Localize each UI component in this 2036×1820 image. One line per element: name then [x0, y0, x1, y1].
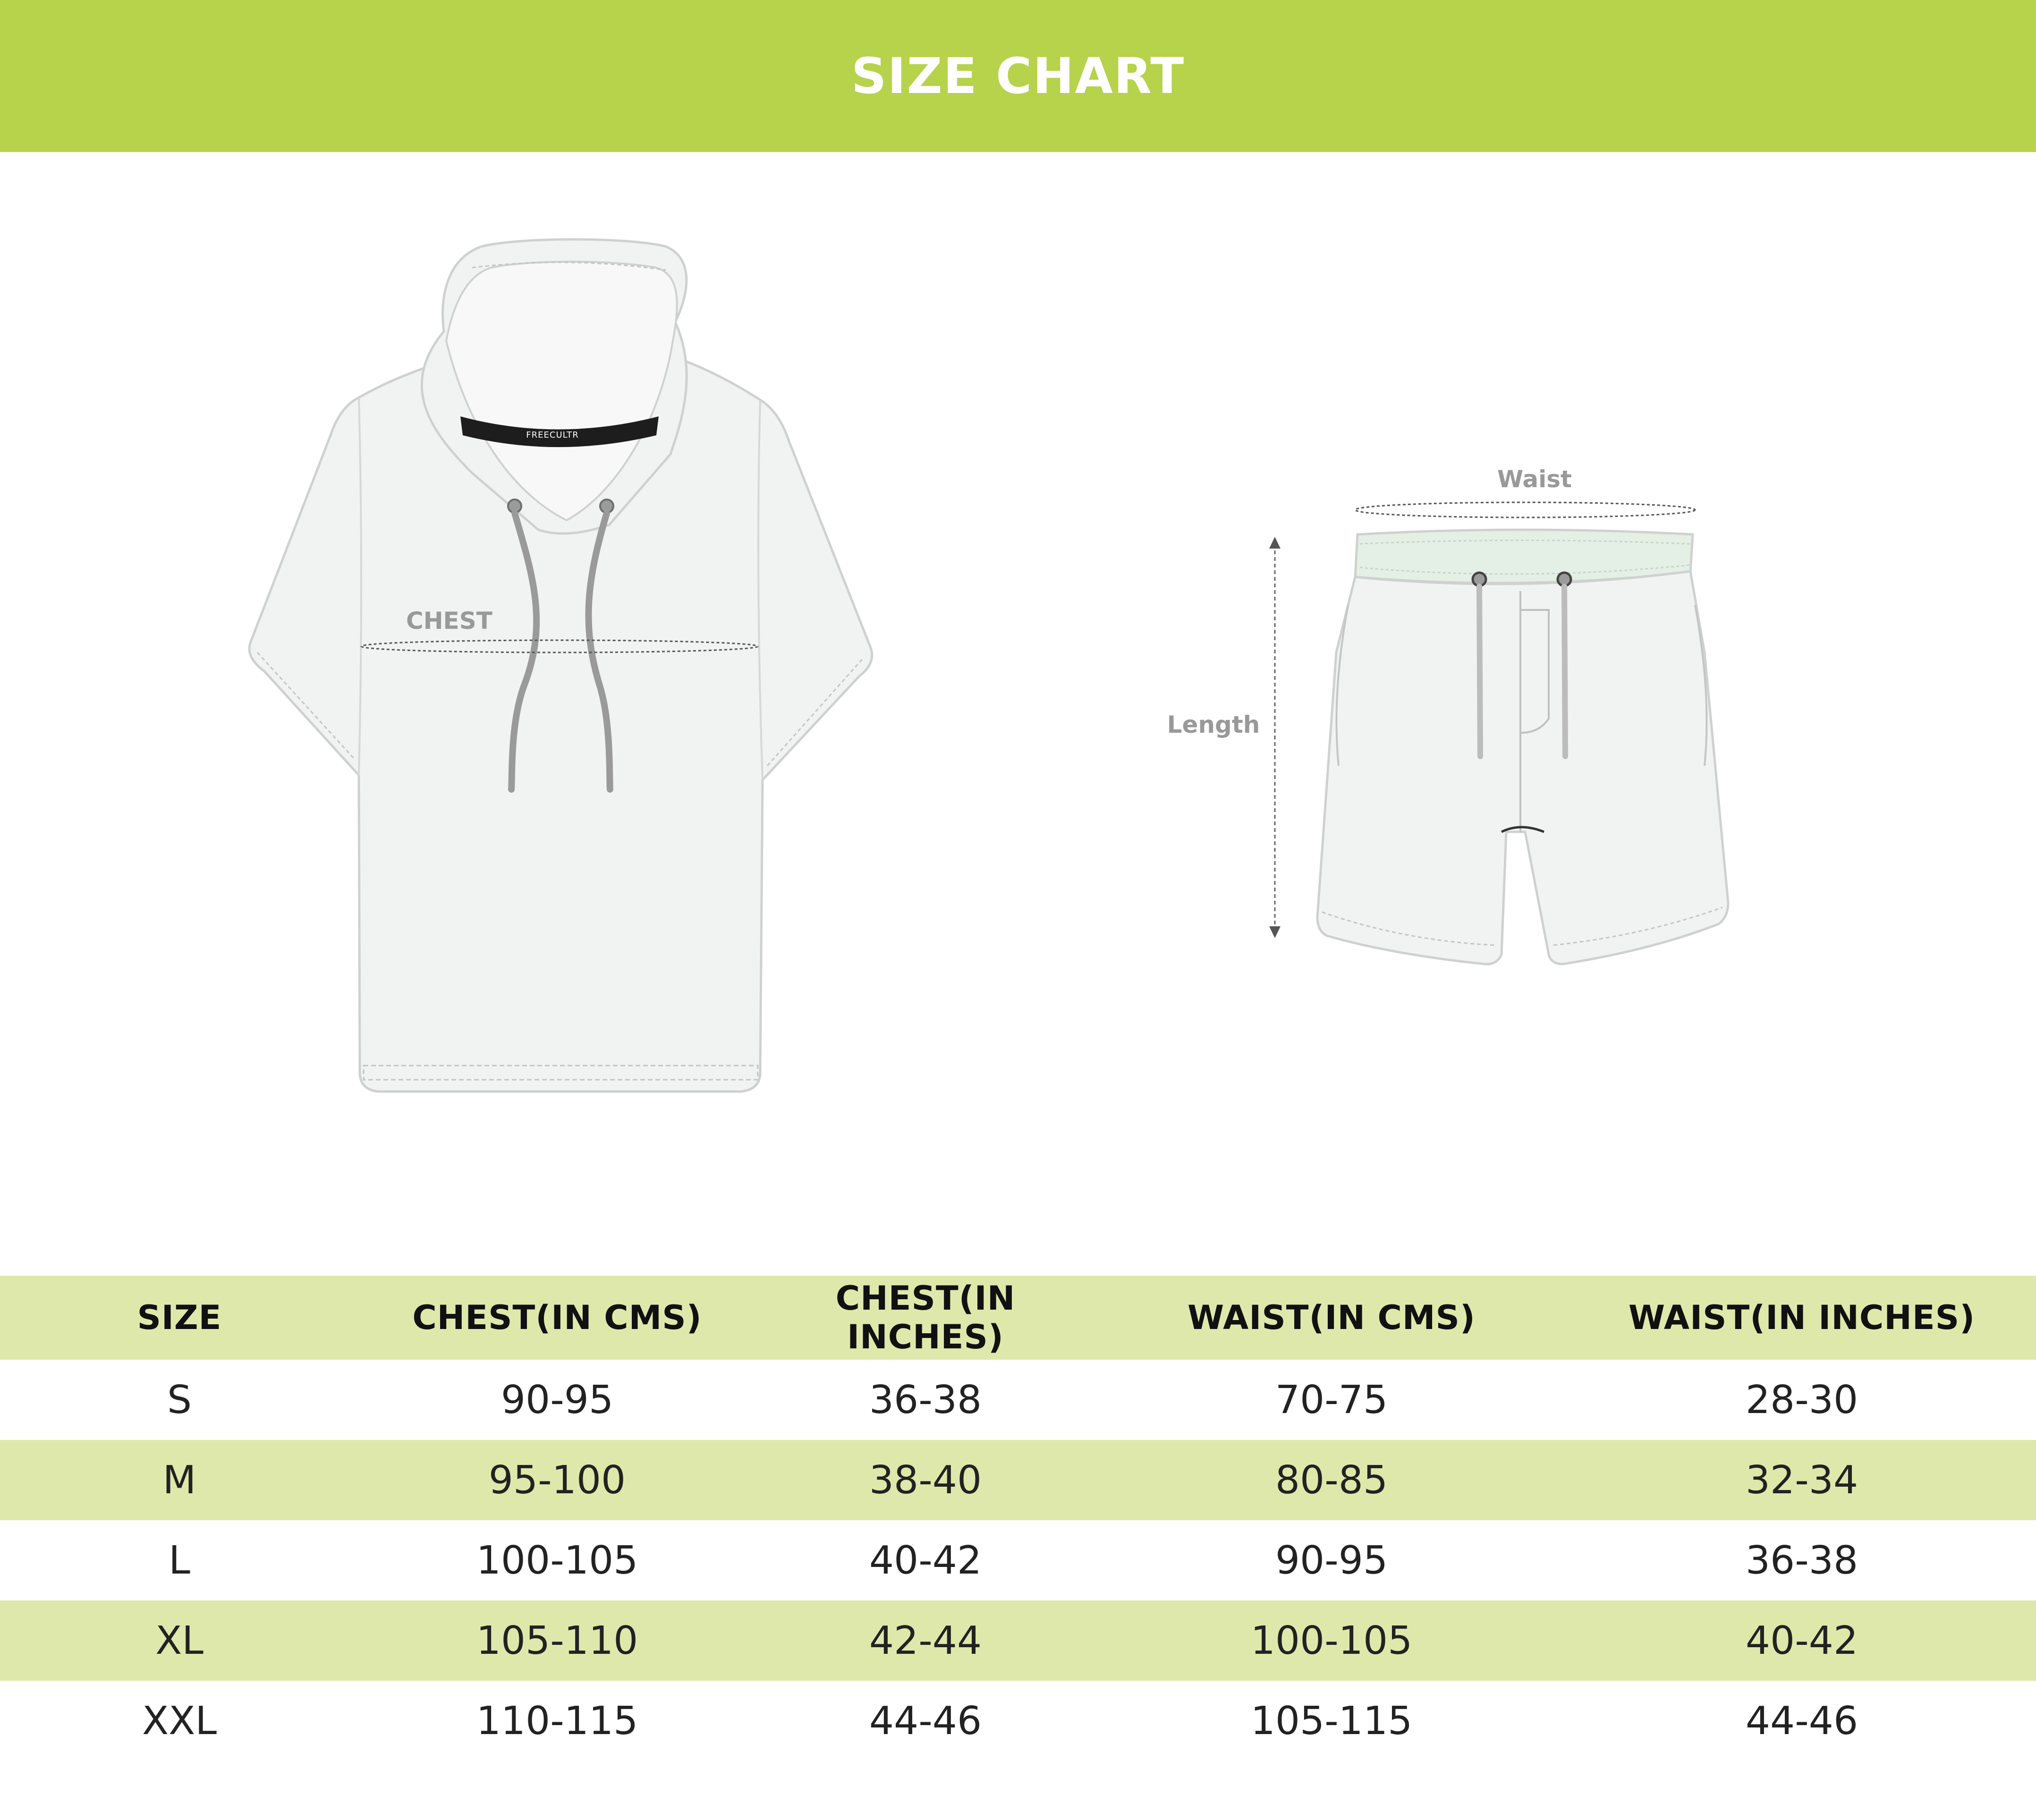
- cell-waist-cms: 80-85: [1275, 1457, 1388, 1503]
- column-header-waist-cms: WAIST(IN CMS): [1188, 1298, 1476, 1337]
- table-row: [0, 1520, 2036, 1600]
- column-header-chest-cms: CHEST(IN CMS): [412, 1298, 702, 1337]
- shorts-drawstring-right: [1564, 586, 1565, 756]
- cell-chest-cms: 105-110: [476, 1618, 638, 1663]
- cell-chest-inches: 38-40: [869, 1457, 982, 1503]
- cell-size: XL: [155, 1618, 204, 1663]
- table-row: [0, 1600, 2036, 1681]
- length-label: Length: [1167, 711, 1260, 738]
- waist-label: Waist: [1497, 466, 1572, 493]
- table-row: [0, 1440, 2036, 1520]
- shorts-drawstring-left: [1479, 586, 1480, 756]
- cell-waist-cms: 105-115: [1250, 1698, 1413, 1744]
- table-row: [0, 1360, 2036, 1440]
- shorts-body: [1317, 571, 1728, 964]
- cell-waist-inches: 36-38: [1745, 1538, 1858, 1583]
- waist-measure-line: [1355, 502, 1695, 517]
- chest-label: CHEST: [406, 607, 492, 635]
- shorts-waistband: [1355, 530, 1693, 583]
- shorts-illustration: [1167, 466, 1728, 964]
- cell-waist-cms: 70-75: [1275, 1377, 1388, 1422]
- cell-waist-cms: 90-95: [1275, 1538, 1388, 1583]
- cell-size: L: [169, 1538, 190, 1583]
- cell-waist-inches: 40-42: [1745, 1618, 1858, 1663]
- column-header-size: SIZE: [137, 1298, 222, 1337]
- cell-chest-cms: 95-100: [488, 1457, 626, 1503]
- hoodie-brand-text: FREECULTR: [526, 430, 579, 440]
- cell-waist-inches: 32-34: [1745, 1457, 1858, 1503]
- cell-waist-inches: 28-30: [1745, 1377, 1858, 1422]
- cell-chest-cms: 100-105: [476, 1538, 638, 1583]
- cell-waist-cms: 100-105: [1250, 1618, 1413, 1663]
- header-banner: [0, 0, 2036, 152]
- cell-chest-inches: 40-42: [869, 1538, 982, 1583]
- cell-waist-inches: 44-46: [1745, 1698, 1858, 1744]
- cell-chest-inches: 42-44: [869, 1618, 982, 1663]
- hoodie-illustration: [249, 239, 872, 1092]
- column-header-chest-inches: CHEST(IN INCHES): [835, 1279, 1016, 1356]
- cell-chest-inches: 36-38: [869, 1377, 982, 1422]
- cell-size: XXL: [142, 1698, 217, 1744]
- size-table: [0, 1276, 2036, 1761]
- cell-size: S: [167, 1377, 192, 1422]
- table-row: [0, 1681, 2036, 1761]
- column-header-waist-inches: WAIST(IN INCHES): [1628, 1298, 1976, 1337]
- cell-chest-cms: 90-95: [501, 1377, 614, 1422]
- cell-chest-inches: 44-46: [869, 1698, 982, 1744]
- page-title: SIZE CHART: [851, 47, 1185, 105]
- cell-chest-cms: 110-115: [476, 1698, 638, 1744]
- table-header-row: [0, 1276, 2036, 1360]
- cell-size: M: [162, 1457, 196, 1503]
- garment-illustrations: [0, 152, 2036, 1276]
